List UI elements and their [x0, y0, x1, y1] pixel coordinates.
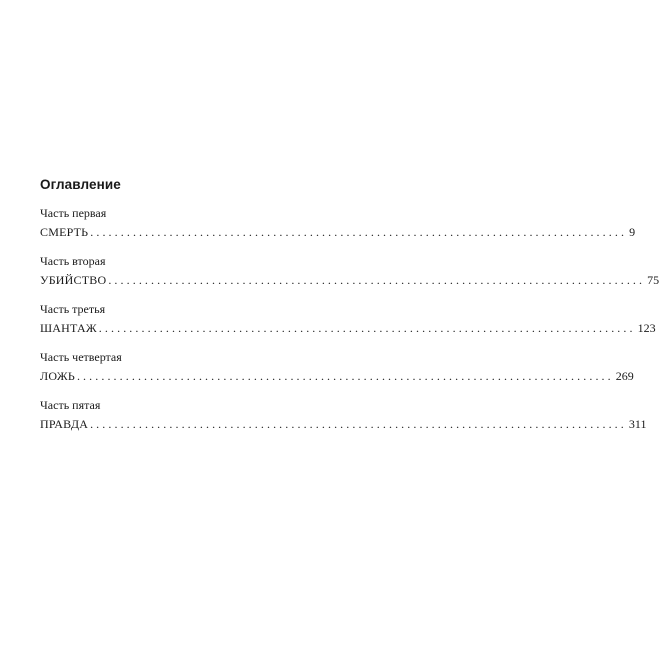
- dot-leader: ........................................................................................: [108, 273, 646, 287]
- entry-title: УБИЙСТВО: [40, 273, 107, 287]
- part-label: Часть вторая: [40, 254, 106, 268]
- toc-entry[interactable]: [40, 225, 636, 240]
- entry-title: ЛОЖЬ: [40, 369, 75, 383]
- toc-entry[interactable]: [40, 369, 634, 384]
- part-label: Часть первая: [40, 206, 107, 220]
- toc-entry[interactable]: [40, 321, 656, 336]
- toc-part-3: [40, 302, 656, 336]
- page-number: 9: [629, 225, 636, 239]
- toc-part-5: [40, 398, 647, 432]
- part-label: Часть третья: [40, 302, 106, 316]
- table-of-contents: [40, 176, 659, 446]
- dot-leader: ........................................................................................: [90, 225, 628, 239]
- entry-title: ШАНТАЖ: [40, 321, 97, 335]
- part-label: Часть пятая: [40, 398, 101, 412]
- dot-leader: ........................................................................................: [98, 321, 636, 335]
- toc-part-2: [40, 254, 659, 288]
- toc-entry[interactable]: [40, 417, 647, 432]
- dot-leader: ........................................................................................: [76, 369, 614, 383]
- page-number: 269: [615, 369, 634, 383]
- toc-part-1: [40, 206, 636, 240]
- part-label: Часть четвертая: [40, 350, 122, 364]
- dot-leader: ........................................................................................: [90, 417, 627, 431]
- entry-title: СМЕРТЬ: [40, 225, 89, 239]
- toc-part-4: [40, 350, 634, 384]
- toc-entry[interactable]: [40, 273, 659, 288]
- entry-title: ПРАВДА: [40, 417, 89, 431]
- page-number: 75: [647, 273, 659, 287]
- page-number: 311: [628, 417, 647, 431]
- page-number: 123: [637, 321, 656, 335]
- toc-heading: Оглавление: [40, 177, 121, 192]
